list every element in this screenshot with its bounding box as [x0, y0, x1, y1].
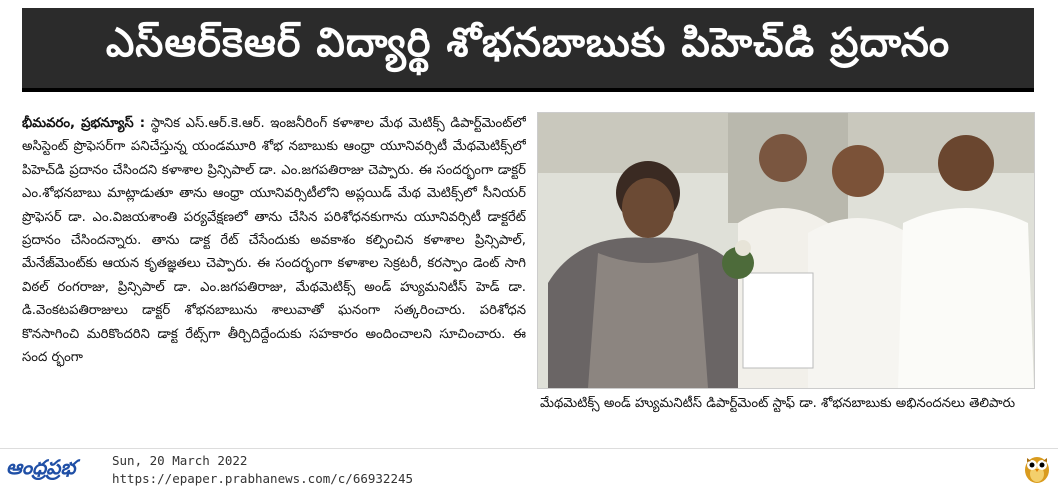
headline-band [22, 8, 1034, 92]
article-body [22, 112, 526, 440]
photo-caption: మేథమెటిక్స్ అండ్ హ్యుమనిటీస్ డిపార్ట్‌మెంట్ స్టాఫ్ డా. శోభనబాబుకు అభినందనలు తెలిపారు [540, 396, 1016, 411]
photo-illustration [538, 113, 1034, 388]
owl-icon [1022, 452, 1052, 484]
publication-logo: ఆంధ్రప్రభ [6, 455, 76, 479]
publication-date: Sun, 20 March 2022 [112, 453, 248, 468]
article-dateline: భీమవరం, ప్రభన్యూస్ : [22, 116, 146, 131]
article-text: స్థానిక ఎస్.ఆర్.కె.ఆర్. ఇంజనీరింగ్ కళాశాల మేథ మెటిక్స్ డిపార్ట్‌మెంట్‌లో అసిస్టెంట్ ప్రొఫెసర్‌గా పనిచేస్తున్న యండమూరి శోభ నబాబుకు ఆంధ్రా యూనివర్సిటీ మేథమెటిక్స్‌లో పిహెచ్‌డి ప్రదానం చేసిందని కళాశాల ప్రిన్సిపాల్ డా. ఎం.జగపతిరాజు చెప్పారు. ఈ సందర్భంగా డాక్టర్ ఎం.శోభనబాబు మాట్లాడుతూ తాను ఆంధ్రా యూనివర్సిటీలోని అప్లయిడ్ మేథ మెటిక్స్‌లో సీనియర్ ప్రొఫెసర్ డా. ఎం.విజయశాంతి పర్యవేక్షణలో తాను చేసిన పరిశోధనకుగాను యూనివర్సిటీ డాక్టరేట్ ప్రదానం చేసిందన్నారు. తాను డాక్ట రేట్ చేసేందుకు అవకాశం కల్పించిన కళాశాల ప్రిన్సిపాల్, మేనేజ్‌మెంట్‌కు ఆయన కృతజ్ఞతలు చెప్పారు. ఈ సందర్భంగా కళాశాల సెక్రటరీ, కరస్పాం డెంట్ సాగి విఠల్ రంగరాజు, ప్రిన్సిపాల్ డా. ఎం.జగపతిరాజు, మేథమెటిక్స్ అండ్ హ్యుమనిటీస్ హెడ్ డా. డి.వెంకటపతిరాజులు డాక్టర్ శోభనబాబును శాలువాతో ఘనంగా సత్కరించారు. పరిశోధన కొనసాగించి మరికొందరిని డాక్ట రేట్స్‌గా తీర్చిదిద్దేందుకు సహకారం అందించాలని సూచించారు. ఈ సంద ర్భంగా [22, 116, 526, 366]
epaper-url[interactable]: https://epaper.prabhanews.com/c/66932245 [112, 471, 414, 486]
footer-meta [112, 452, 413, 488]
headline: ఎస్ఆర్‌కెఆర్ విద్యార్థి శోభనబాబుకు పిహెచ్‌డి ప్రదానం [105, 20, 951, 66]
news-photo [537, 112, 1035, 389]
